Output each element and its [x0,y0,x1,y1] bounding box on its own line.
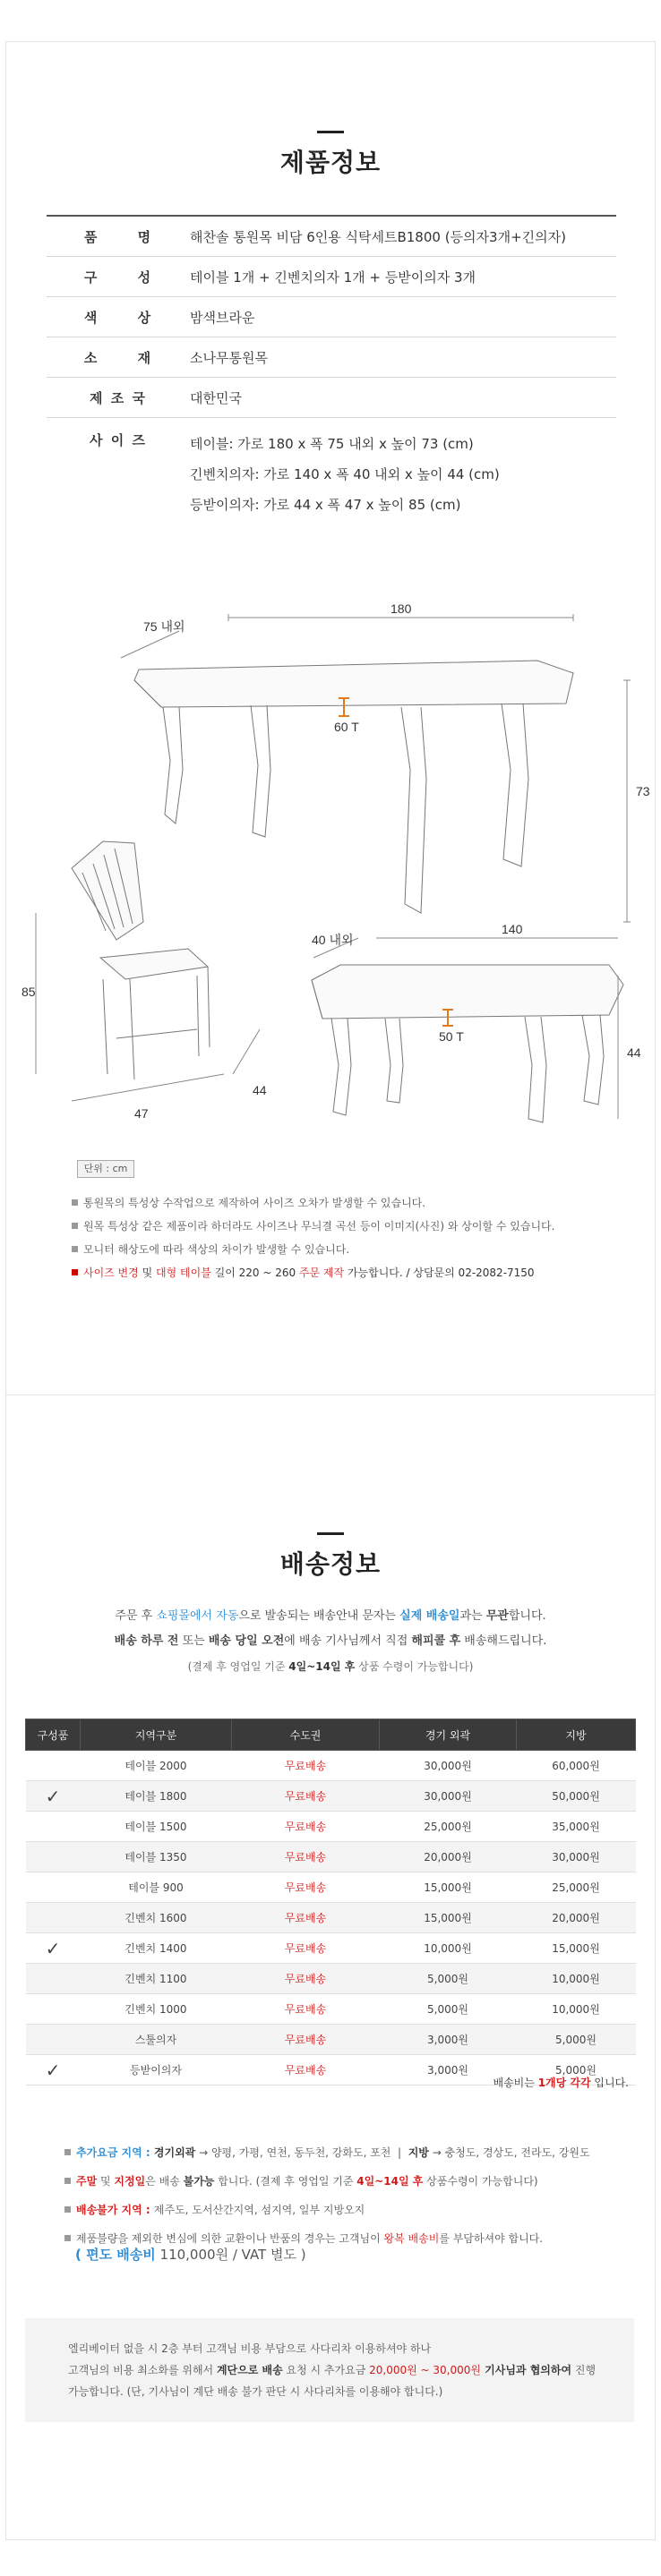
note-text: 모니터 해상도에 따라 색상의 차이가 발생할 수 있습니다. [83,1242,350,1256]
one-way-fee-callout [75,2245,306,2264]
extra-label: 추가요금 지역 : [76,2145,154,2159]
intro-text: (결제 후 영업일 기준 [187,1660,289,1673]
spec-value: 테이블 1개 + 긴벤치의자 1개 + 등받이의자 3개 [190,269,476,286]
spec-label: 색 상 [83,309,153,326]
item-cell: 테이블 1350 [81,1842,232,1872]
intro-highlight: 실제 배송일 [399,1609,460,1623]
callout-label: ( 편도 배송비 [75,2247,156,2263]
outer-cell: 30,000원 [380,1751,517,1781]
intro-line [0,1654,661,1679]
unit-label: 단위 : cm [77,1160,134,1178]
item-cell: 긴벤치 1000 [81,1994,232,2025]
note-text: 원목 특성상 같은 제품이라 하더라도 사이즈나 무늬결 곡선 등이 이미지(사진) 와 상이할 수 있습니다. [83,1219,555,1233]
product-info-title: 제품정보 [279,148,382,177]
note-custom-order: 주문 제작 [298,1266,345,1279]
bench-width-label: 140 [502,922,523,936]
size-chair: 등받이의자: 가로 44 x 폭 47 x 높이 85 (cm) [190,497,461,513]
item-cell: 테이블 1800 [81,1781,232,1812]
notice-text: 고객님의 비용 최소화를 위해서 [68,2364,217,2376]
extra-text: 및 [97,2174,115,2188]
outer-cell: 3,000원 [380,2025,517,2055]
intro-highlight: 해피콜 후 [411,1634,461,1648]
item-cell: 테이블 900 [81,1872,232,1903]
extra-highlight: 주말 [76,2174,98,2188]
item-cell: 스툴의자 [81,2025,232,2055]
bullet-icon [72,1246,78,1252]
note-item-special [72,1260,627,1284]
notice-line: 엘리베이터 없을 시 2층 부터 고객님 비용 부담으로 사다리차 이용하셔야 하나 [68,2342,432,2355]
chair-height-label: 85 [21,985,36,999]
intro-highlight: 배송 하루 전 [114,1634,179,1648]
note-text: 입니다. [590,2077,629,2089]
check-cell [26,1842,81,1872]
item-cell: 테이블 2000 [81,1751,232,1781]
item-cell: 긴벤치 1600 [81,1903,232,1933]
item-cell: 등받이의자 [81,2055,232,2086]
spec-value: 소나무통원목 [190,349,268,366]
intro-text: 합니다. [508,1609,546,1623]
table-row [26,2025,636,2055]
extra-highlight: 경기외곽 [153,2145,196,2159]
note-highlight: 1개당 각각 [537,2077,591,2089]
extra-item [64,2137,638,2166]
check-cell [26,1751,81,1781]
chair-depth-label: 44 [253,1083,267,1097]
item-cell: 긴벤치 1400 [81,1933,232,1964]
table-row [26,1812,636,1842]
table-height-label: 73 [636,784,650,798]
extra-text: → 양평, 가평, 연천, 동두천, 강화도, 포천 | [195,2145,408,2159]
delivery-info-title: 배송정보 [279,1549,382,1579]
extra-highlight: 지정일 [114,2174,146,2188]
metro-cell: 무료배송 [232,1842,380,1872]
metro-cell: 무료배송 [232,1964,380,1994]
col-header: 수도권 [232,1719,380,1751]
col-header: 지방 [517,1719,636,1751]
outer-cell: 30,000원 [380,1781,517,1812]
intro-line [0,1604,661,1629]
bullet-icon [64,2178,71,2184]
outer-cell: 5,000원 [380,1964,517,1994]
intro-highlight: 무관 [485,1609,509,1623]
outer-cell: 3,000원 [380,2055,517,2086]
metro-cell: 무료배송 [232,2025,380,2055]
local-cell: 30,000원 [517,1842,636,1872]
extra-text: 제주도, 도서산간지역, 섬지역, 일부 지방오지 [153,2203,365,2216]
local-cell: 50,000원 [517,1781,636,1812]
spec-label: 품 명 [83,228,153,245]
metro-cell: 무료배송 [232,1781,380,1812]
intro-text: 또는 [178,1634,209,1648]
check-cell [26,1903,81,1933]
spec-value: 대한민국 [190,389,242,406]
spec-label: 사 이 즈 [90,432,147,448]
intro-line [0,1629,661,1654]
note-item [72,1214,627,1237]
table-row [26,1903,636,1933]
table-row [26,1842,636,1872]
metro-cell: 무료배송 [232,1872,380,1903]
intro-text: 상품 수령이 가능합니다) [355,1660,474,1673]
outer-cell: 10,000원 [380,1933,517,1964]
bench-thickness-label: 50 T [439,1029,464,1044]
spec-value: 해찬솔 통원목 비담 6인용 식탁세트B1800 (등의자3개+긴의자) [190,228,566,245]
notes-list [72,1190,627,1284]
spec-label: 제 조 국 [90,389,147,406]
size-table: 테이블: 가로 180 x 폭 75 내외 x 높이 73 (cm) [190,436,474,452]
notice-line: 가능합니다. (단, 기사님이 계단 배송 불가 판단 시 사다리차를 이용해야 합니다.) [68,2385,443,2398]
size-bench: 긴벤치의자: 가로 140 x 폭 40 내외 x 높이 44 (cm) [190,466,500,482]
local-cell: 10,000원 [517,1964,636,1994]
col-header: 구성품 [26,1719,81,1751]
notice-highlight: 기사님과 협의하여 [480,2364,572,2376]
extra-highlight: 4일~14일 후 [356,2174,424,2188]
intro-text: 으로 발송되는 배송안내 문자는 [238,1609,400,1623]
outer-cell: 15,000원 [380,1872,517,1903]
bench-height-label: 44 [627,1045,641,1060]
note-contact: 가능합니다. / 상담문의 02-2082-7150 [344,1266,535,1279]
bullet-icon [64,2235,71,2241]
table-depth-label: 75 내외 [143,619,185,634]
note-size-change: 사이즈 변경 [83,1266,139,1279]
table-header-row [26,1719,636,1751]
spec-label: 소 재 [83,349,153,366]
notice-highlight: 20,000원 ~ 30,000원 [369,2364,481,2376]
intro-text: 에 배송 기사님께서 직접 [284,1634,412,1648]
check-cell [26,1872,81,1903]
title-accent-bar [317,1532,344,1535]
table-thickness-label: 60 T [334,720,359,734]
notice-line [68,2361,596,2379]
extra-highlight: 왕복 배송비 [383,2231,440,2245]
local-cell: 20,000원 [517,1903,636,1933]
extra-text: 제품불량을 제외한 변심에 의한 교환이나 반품의 경우는 고객님이 [76,2231,384,2245]
notice-text: 진행 [571,2364,597,2376]
table-width-label: 180 [391,601,412,616]
metro-cell: 무료배송 [232,1812,380,1842]
local-cell: 25,000원 [517,1872,636,1903]
check-cell: ✓ [26,2055,81,2086]
notice-text: 요청 시 추가요금 [282,2364,370,2376]
check-cell [26,2025,81,2055]
chair-width-label: 47 [134,1106,149,1121]
metro-cell: 무료배송 [232,1994,380,2025]
extra-highlight: 불가능 [183,2174,215,2188]
intro-highlight: 4일~14일 후 [288,1660,356,1673]
extra-text: 은 배송 [145,2174,184,2188]
local-cell: 35,000원 [517,1812,636,1842]
intro-highlight: 쇼핑몰에서 자동 [156,1609,239,1623]
intro-text: 주문 후 [115,1609,157,1623]
metro-cell: 무료배송 [232,2055,380,2086]
furniture-diagram [0,0,661,1155]
note-item [72,1237,627,1260]
col-header: 지역구분 [81,1719,232,1751]
bullet-icon [72,1223,78,1229]
bullet-icon [72,1269,78,1275]
note-text: 통원목의 특성상 수작업으로 제작하여 사이즈 오차가 발생할 수 있습니다. [83,1196,426,1209]
local-cell: 10,000원 [517,1994,636,2025]
bench-depth-label: 40 내외 [312,933,354,947]
intro-text: 과는 [459,1609,486,1623]
outer-cell: 5,000원 [380,1994,517,2025]
item-cell: 긴벤치 1100 [81,1964,232,1994]
local-cell: 5,000원 [517,2055,636,2086]
metro-cell: 무료배송 [232,1903,380,1933]
table-row [26,1872,636,1903]
note-text: 길이 220 ~ 260 [210,1266,299,1279]
note-item [72,1190,627,1214]
spec-value: 밤색브라운 [190,309,255,326]
check-cell [26,1812,81,1842]
metro-cell: 무료배송 [232,1933,380,1964]
shipping-fee-table [25,1719,636,2086]
col-header: 경기 외곽 [380,1719,517,1751]
extra-item [64,2195,638,2223]
intro-highlight: 배송 당일 오전 [208,1634,285,1648]
local-cell: 5,000원 [517,2025,636,2055]
table-row [26,1751,636,1781]
table-row [26,1933,636,1964]
item-cell: 테이블 1500 [81,1812,232,1842]
note-text: 배송비는 [493,2077,538,2089]
extra-highlight: 지방 [408,2145,429,2159]
table-row [26,1781,636,1812]
extra-text: 를 부담하셔야 합니다. [439,2231,544,2245]
bullet-icon [64,2149,71,2155]
bullet-icon [72,1199,78,1206]
local-cell: 15,000원 [517,1933,636,1964]
metro-cell: 무료배송 [232,1751,380,1781]
check-cell [26,1964,81,1994]
check-cell [26,1994,81,2025]
outer-cell: 25,000원 [380,1812,517,1842]
local-cell: 60,000원 [517,1751,636,1781]
extra-text: 상품수령이 가능합니다) [423,2174,538,2188]
delivery-intro [0,1604,661,1679]
note-large-table: 대형 테이블 [156,1266,211,1279]
outer-cell: 20,000원 [380,1842,517,1872]
extra-label: 배송불가 지역 : [76,2203,154,2216]
extra-info-list [64,2137,638,2252]
outer-cell: 15,000원 [380,1903,517,1933]
intro-text: 배송해드립니다. [460,1634,547,1648]
table-row [26,1994,636,2025]
extra-item [64,2166,638,2195]
extra-text: 합니다. (결제 후 영업일 기준 [214,2174,357,2188]
stairs-delivery-notice [25,2318,634,2422]
check-cell: ✓ [26,1781,81,1812]
callout-value: 110,000원 / VAT 별도 ) [155,2247,306,2263]
shipping-fee-note [494,2075,630,2090]
extra-text: → 충청도, 경상도, 전라도, 강원도 [428,2145,590,2159]
spec-label: 구 성 [83,269,153,286]
table-row [26,1964,636,1994]
note-text: 및 [138,1266,157,1279]
check-cell: ✓ [26,1933,81,1964]
notice-highlight: 계단으로 배송 [216,2364,283,2376]
bullet-icon [64,2206,71,2213]
